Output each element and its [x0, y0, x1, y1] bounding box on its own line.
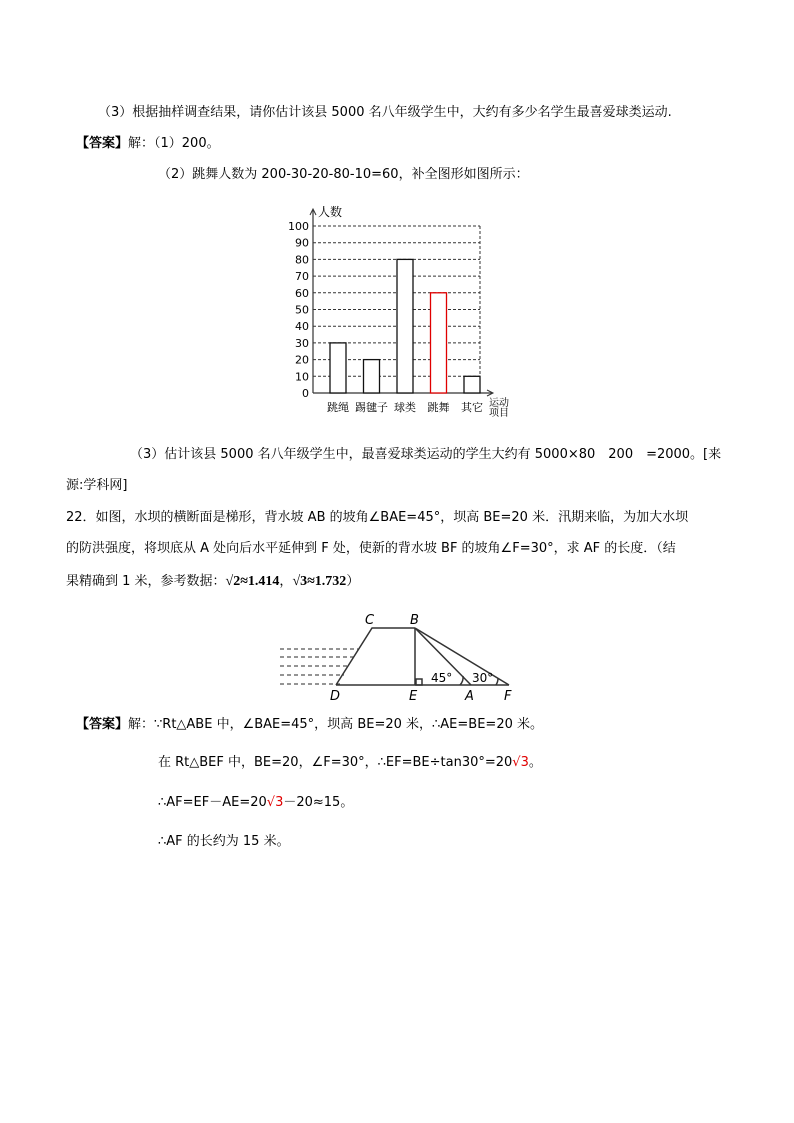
- q21-part3: （3）根据抽样调查结果，请你估计该县 5000 名八年级学生中，大约有多少名学生最喜爱球类运动.: [98, 105, 672, 120]
- sqrt3-red-2: √3: [266, 795, 284, 810]
- answer-22-2: 在 Rt△BEF 中，BE=20，∠F=30°，∴EF=BE÷tan30°=20: [158, 755, 513, 770]
- right-angle-mark: [416, 679, 422, 685]
- answer-2: （2）跳舞人数为 200-30-20-80-10=60，补全图形如图所示：: [158, 167, 529, 182]
- dam-diagram: [270, 605, 530, 705]
- angle-30-label: 30°: [472, 671, 494, 685]
- bar-踢毽子: [364, 360, 380, 393]
- y-axis-label: 人数: [318, 205, 343, 219]
- bar-chart: [280, 198, 530, 423]
- ref-sqrt2: √2≈1.414: [225, 574, 280, 589]
- label-B: B: [410, 613, 419, 628]
- label-F: F: [504, 689, 512, 704]
- answer-3a: （3）估计该县 5000 名八年级学生中，最喜爱球类运动的学生大约有 5000×80 200 =2000。[来: [130, 447, 722, 462]
- answer-3b: 源:学科网]: [66, 478, 128, 493]
- x-tick-label: 球类: [394, 401, 416, 414]
- close-paren: ）: [346, 574, 360, 589]
- ref-sqrt3: √3≈1.732: [292, 574, 347, 589]
- y-tick-label: 10: [295, 370, 309, 384]
- y-tick-label: 80: [295, 253, 309, 267]
- label-E: E: [409, 689, 418, 704]
- q22-line3: 果精确到 1 米，参考数据：: [66, 574, 226, 589]
- q22-line1: 22．如图，水坝的横断面是梯形，背水坡 AB 的坡角∠BAE=45°，坝高 BE=20 米．汛期来临，为加大水坝: [66, 510, 689, 525]
- period: 。: [528, 755, 542, 770]
- bar-球类: [397, 259, 413, 393]
- y-tick-label: 50: [295, 303, 309, 317]
- answer-tag-22: 【答案】: [76, 717, 129, 732]
- x-tick-label: 其它: [461, 401, 483, 414]
- angle-arc-30: [496, 678, 498, 685]
- answer-1: 解：（1）200。: [128, 136, 220, 151]
- y-tick-label: 20: [295, 353, 309, 367]
- label-D: D: [330, 689, 341, 704]
- y-tick-label: 100: [288, 220, 309, 233]
- answer-22-3-end: －20≈15。: [283, 795, 354, 810]
- water-lines: [280, 649, 358, 684]
- label-A: A: [465, 689, 474, 704]
- answer-22-3: ∴AF=EF－AE=20: [158, 795, 267, 810]
- answer-22-4: ∴AF 的长约为 15 米。: [158, 834, 290, 849]
- y-tick-label: 40: [295, 320, 309, 334]
- y-tick-label: 70: [295, 270, 309, 284]
- x-axis-label: 运动项目: [489, 398, 509, 419]
- x-tick-label: 踢毽子: [355, 401, 388, 414]
- separator: ，: [279, 574, 293, 589]
- x-tick-label: 跳舞: [427, 401, 450, 414]
- bar-跳舞: [431, 293, 447, 393]
- answer-tag: 【答案】: [76, 136, 129, 151]
- x-tick-label: 跳绳: [327, 401, 349, 414]
- y-tick-label: 30: [295, 336, 309, 350]
- angle-arc-45: [460, 676, 463, 685]
- answer-22-1: 解：∵Rt△ABE 中，∠BAE=45°，坝高 BE=20 米，∴AE=BE=20 米。: [128, 717, 543, 732]
- q22-line2: 的防洪强度，将坝底从 A 处向后水平延伸到 F 处，使新的背水坡 BF 的坡角∠F=30°，求 AF 的长度．（结: [66, 541, 676, 556]
- dam-left-top: [336, 628, 415, 685]
- y-tick-label: 60: [295, 286, 309, 300]
- bar-跳绳: [330, 343, 346, 393]
- label-C: C: [365, 613, 375, 628]
- y-tick-label: 90: [295, 236, 309, 250]
- angle-45-label: 45°: [431, 671, 453, 685]
- bar-其它: [464, 376, 480, 393]
- y-tick-label: 0: [302, 387, 309, 400]
- sqrt3-red: √3: [512, 755, 529, 770]
